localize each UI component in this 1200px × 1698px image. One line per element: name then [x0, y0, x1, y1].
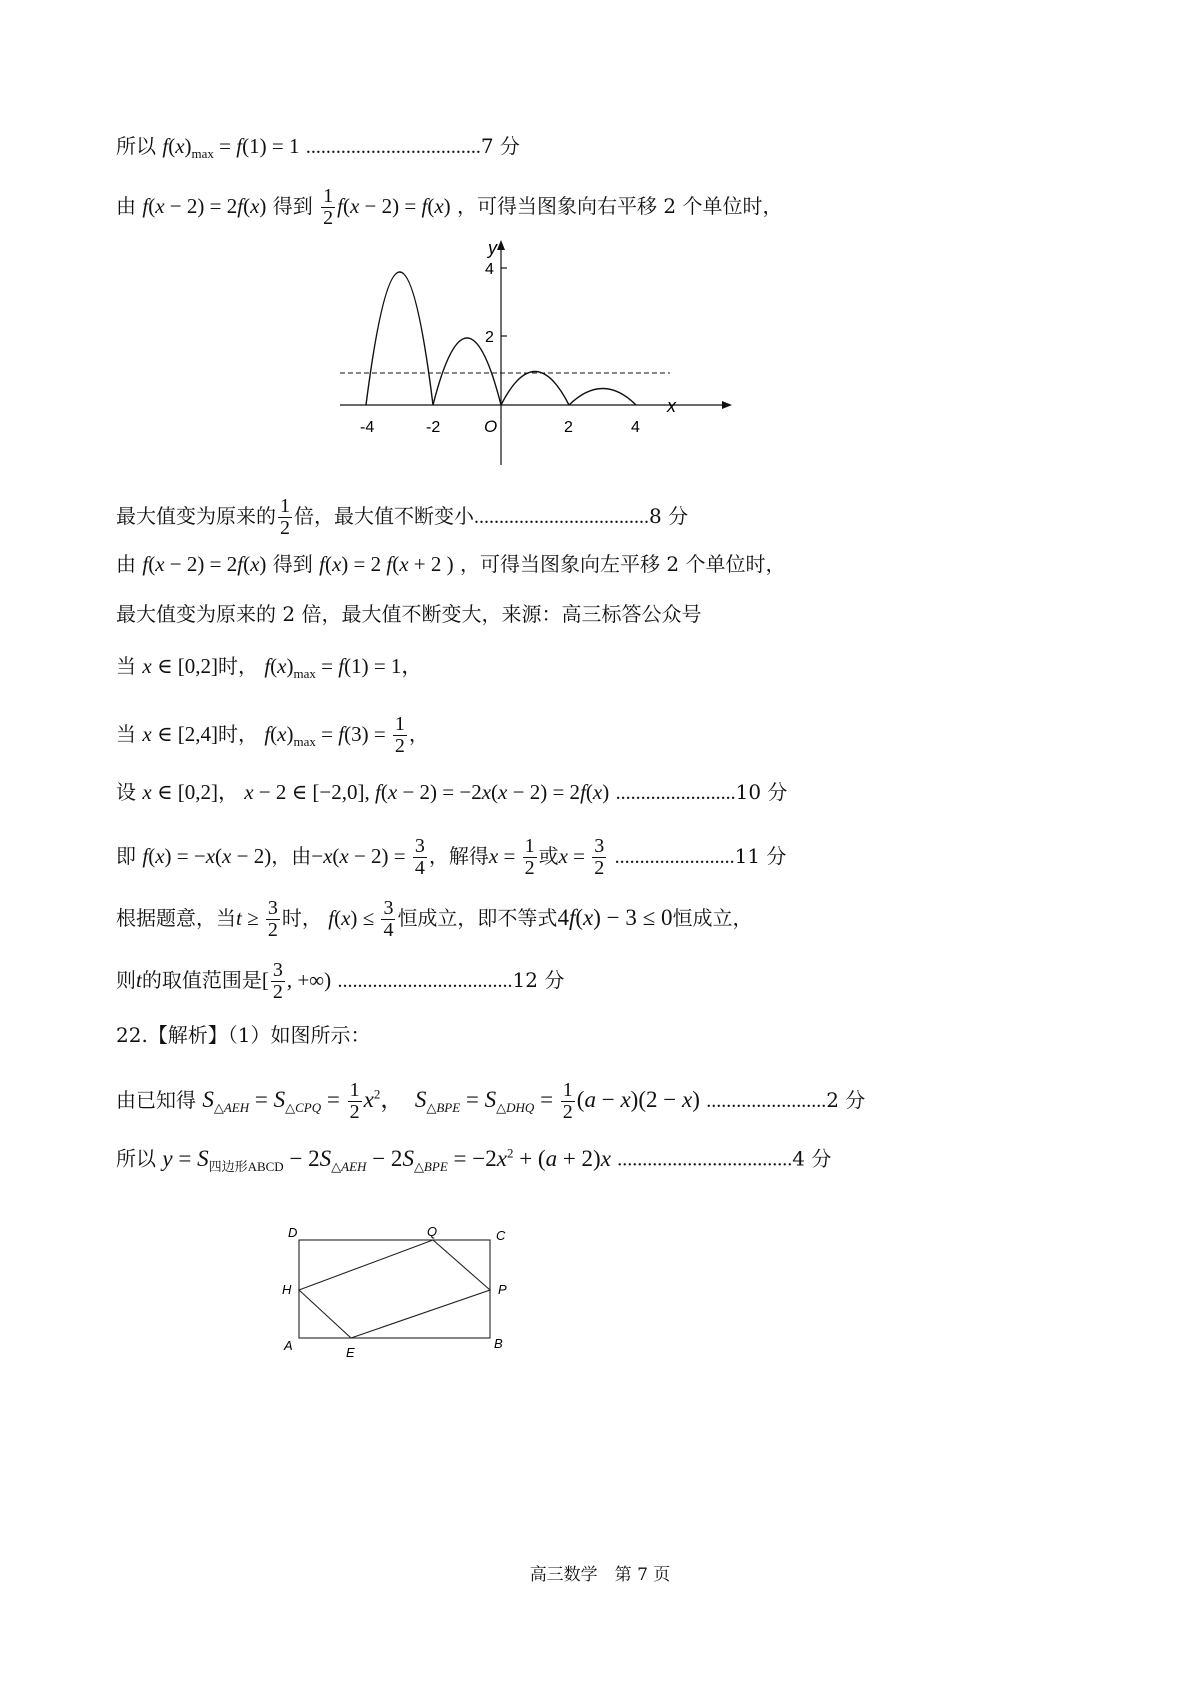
- text: 时，: [217, 654, 258, 678]
- line-5: [116, 604, 701, 624]
- score: 10 分: [735, 780, 788, 804]
- formula: f(x) = −x(x − 2): [142, 844, 272, 868]
- fraction: $\frac{3}{2}$: [594, 835, 605, 879]
- text: 恒成立，: [672, 906, 753, 930]
- fraction: $\frac{3}{4}$: [383, 897, 394, 941]
- text: 当: [116, 654, 136, 678]
- vertex-label: C: [496, 1228, 506, 1243]
- formula: x ∈ [2,4]: [142, 722, 218, 746]
- vertex-label: E: [346, 1345, 355, 1360]
- vertex-label: P: [498, 1282, 507, 1297]
- tick-label: 4: [485, 261, 494, 278]
- line-3: [116, 496, 688, 539]
- text: 时，: [217, 722, 258, 746]
- formula: t ≥: [236, 906, 264, 930]
- line-9: [116, 836, 786, 879]
- formula: $f(x)_{max} = f(3)$ =: [264, 722, 391, 749]
- text: 最大值变为原来的: [116, 504, 276, 528]
- fraction: $\frac{1}{2}$: [562, 1079, 573, 1123]
- dot-leader: ...................................: [337, 970, 513, 992]
- source-note: 来源：高三标答公众号: [501, 602, 702, 626]
- vertex-label: D: [288, 1225, 298, 1240]
- formula: x =: [488, 844, 521, 868]
- parallelogram-eqph: [299, 1240, 490, 1338]
- dot-leader: ...................................: [617, 1148, 793, 1171]
- text: 时，: [281, 906, 322, 930]
- formula: f(x − 2) = 2f(x): [142, 552, 267, 576]
- text: 所以: [116, 134, 156, 158]
- line-6: [116, 656, 422, 680]
- fraction: $\frac{1}{2}$: [524, 835, 535, 879]
- line-4: [116, 554, 785, 575]
- arch-1: [366, 272, 433, 405]
- x-axis-label: x: [667, 396, 676, 416]
- formula: (a − x)(2 − x): [576, 1087, 700, 1112]
- dot-leader: ...................................: [474, 506, 649, 528]
- formula: f(x − 2) = f(x): [337, 194, 451, 218]
- formula: 4f(x) − 3 ≤ 0: [557, 905, 673, 930]
- vertex-label: A: [284, 1338, 293, 1353]
- line-14: [116, 1146, 831, 1173]
- origin-label: O: [484, 417, 498, 436]
- line-1: [116, 136, 520, 160]
- text: 最大值变为原来的 2 倍，最大值不断变大，: [116, 602, 502, 626]
- text: 由: [116, 552, 136, 576]
- formula: $f(x)_{max} = f(1) = 1$，: [264, 654, 423, 681]
- text: ，可得当图象向右平移 2 个单位时，: [457, 194, 783, 218]
- fraction: $\frac{3}{2}$: [272, 959, 283, 1003]
- dot-leader: ...................................: [305, 136, 481, 158]
- formula: −x(x − 2) =: [311, 844, 411, 868]
- vertex-label: B: [494, 1336, 503, 1351]
- formula: x =: [558, 844, 591, 868]
- dot-leader: ........................: [615, 782, 736, 804]
- formula: $y = S_{四边形ABCD} - 2S_{\triangle AEH} - 2S_{\triangle BPE} = -2x^2 + (a + 2)x$: [162, 1145, 611, 1174]
- formula: t: [136, 968, 142, 992]
- text: 倍，最大值不断变小: [294, 504, 474, 528]
- dot-leader: ........................: [614, 846, 735, 868]
- vertex-label: Q: [427, 1224, 438, 1239]
- line-10: [116, 898, 752, 941]
- line-11: [116, 960, 564, 1003]
- tick-label: -2: [426, 419, 441, 436]
- line-2: [116, 186, 782, 229]
- formula: f(x − 2) = 2f(x): [142, 194, 267, 218]
- score: 7 分: [480, 134, 520, 158]
- formula: [: [261, 968, 269, 992]
- text: 的取值范围是: [141, 968, 262, 992]
- formula: $f(x)_{max} = f(1) = 1$: [162, 134, 300, 161]
- text: 即: [116, 844, 136, 868]
- text: 设: [116, 780, 136, 804]
- text: 当: [116, 722, 136, 746]
- y-axis-arrow: [497, 240, 505, 250]
- text: 则: [116, 968, 136, 992]
- function-graph: [340, 240, 740, 470]
- text: 恒成立，即不等式: [397, 906, 558, 930]
- text: ，由: [271, 844, 312, 868]
- formula: $S_{\triangle AEH} = S_{\triangle CPQ}$ =: [202, 1087, 346, 1115]
- tick-label: 2: [485, 329, 494, 346]
- text: 由: [116, 194, 136, 218]
- arch-4: [569, 389, 636, 406]
- fraction: $\frac{1}{2}$: [394, 713, 405, 757]
- score: 12 分: [512, 968, 565, 992]
- line-8: [116, 782, 787, 803]
- fraction: $\frac{3}{2}$: [267, 897, 278, 941]
- score: 2 分: [826, 1088, 866, 1112]
- formula: f(x) ≤: [328, 906, 380, 930]
- vertex-label: H: [282, 1282, 292, 1297]
- tick-label: 4: [631, 419, 640, 436]
- score: 4 分: [792, 1146, 832, 1171]
- text: 或: [538, 844, 559, 868]
- arch-3: [501, 372, 569, 406]
- fraction: $\frac{1}{2}$: [349, 1079, 360, 1123]
- dot-leader: ........................: [706, 1090, 827, 1112]
- x-axis-arrow: [722, 401, 732, 409]
- text: ，解得: [428, 844, 489, 868]
- section-heading: 22.【解析】（1）如图所示：: [116, 1023, 371, 1047]
- text: 由已知得: [116, 1088, 196, 1112]
- page-footer: 高三数学 第 7 页: [529, 1565, 671, 1585]
- formula: x ∈ [0,2]， x − 2 ∈ [−2,0], f(x − 2) = −2x(x − 2) = 2f(x): [142, 780, 610, 804]
- score: 8 分: [649, 504, 689, 528]
- text: ，可得当图象向左平移 2 个单位时，: [460, 552, 786, 576]
- fraction: $\frac{1}{2}$: [280, 495, 290, 539]
- text: 所以: [116, 1146, 156, 1171]
- formula: $x^2$， $S_{\triangle BPE} = S_{\triangle DHQ}$ =: [363, 1086, 559, 1115]
- tick-label: 2: [564, 419, 573, 436]
- formula: f(x) = 2 f(x + 2 ): [319, 552, 454, 576]
- formula: x ∈ [0,2]: [142, 654, 218, 678]
- fraction: $\frac{3}{4}$: [414, 835, 425, 879]
- arch-2: [433, 338, 501, 405]
- text: 得到: [272, 552, 313, 576]
- line-12: [116, 1025, 371, 1045]
- tick-label: -4: [360, 419, 375, 436]
- rectangle-figure: [270, 1222, 510, 1362]
- formula: , +∞): [286, 968, 332, 992]
- text: 根据题意，当: [116, 906, 236, 930]
- y-axis-label: y: [488, 240, 497, 258]
- text: 得到: [272, 194, 313, 218]
- line-7: 当 x ∈ [2,4]时， $f(x)_{max} = f(3)$ = $\frac{1}{2}$ ，: [116, 713, 429, 757]
- fraction: $\frac{1}{2}$: [323, 185, 334, 229]
- line-13: [116, 1080, 865, 1123]
- score: 11 分: [734, 844, 787, 868]
